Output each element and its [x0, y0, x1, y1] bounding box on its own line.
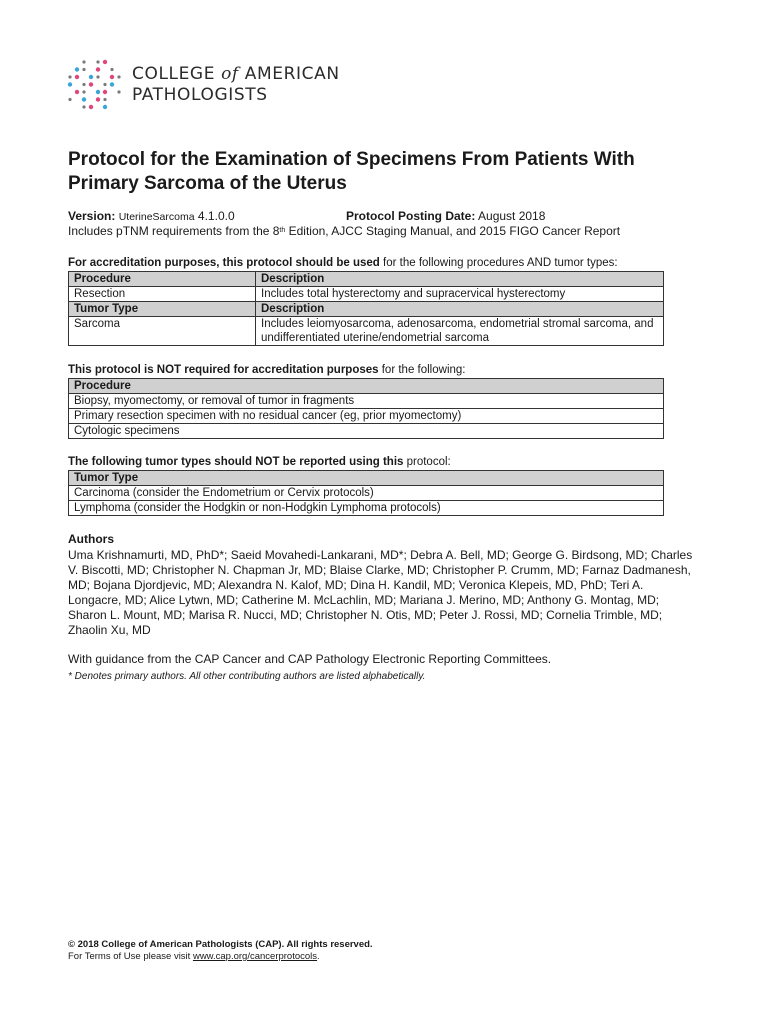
header-description: Description	[256, 272, 664, 287]
terms-text: For Terms of Use please visit	[68, 951, 193, 962]
includes-text-b: Edition, AJCC Staging Manual, and 2015 FIGO Cancer Report	[285, 224, 621, 238]
version-label: Version:	[68, 209, 116, 223]
not-required-intro-bold: This protocol is NOT required for accreditation purposes	[68, 364, 379, 376]
authors-list: Uma Krishnamurti, MD, PhD*; Saeid Movahedi-Lankarani, MD*; Debra A. Bell, MD; George G. Birdsong, MD; Charles V. Biscotti, MD; Christopher N. Chapman Jr, MD; Blaise Clarke, MD; Christopher P. Crumm, MD; Farnaz Dadmanesh, MD; Bojana Djordjevic, MD; Alexandra N. Kalof, MD; Dina H. Kandil, MD; Veronica Klepeis, MD, PhD; Teri A. Longacre, MD; Alice Lytwn, MD; Catherine M. McLachlin, MD; Mariana J. Merino, MD; Anthony G. Montag, MD; Sharon L. Mount, MD; Marisa R. Nucci, MD; Christopher N. Otis, MD; Peter J. Rossi, MD; Cornelia Trimble, MD; Zhaolin Xu, MD	[68, 548, 693, 637]
table-row: Cytologic specimens	[69, 424, 664, 439]
accreditation-intro-bold: For accreditation purposes, this protocol should be used	[68, 257, 380, 269]
accreditation-section	[68, 256, 664, 346]
authors-section	[68, 532, 700, 638]
posting-date-label: Protocol Posting Date:	[346, 209, 476, 223]
not-reported-intro-bold: The following tumor types should NOT be reported using this	[68, 456, 404, 468]
terms-end: .	[317, 951, 320, 962]
footer	[68, 939, 568, 963]
terms-link[interactable]: www.cap.org/cancerprotocols	[192, 951, 318, 962]
header-tumor-type: Tumor Type	[69, 302, 256, 317]
table-row: Lymphoma (consider the Hodgkin or non-Hodgkin Lymphoma protocols)	[69, 501, 664, 516]
includes-text-a: Includes pTNM requirements from the 8	[68, 224, 280, 238]
not-required-table	[68, 378, 664, 439]
cap-logo-dots-icon	[66, 58, 126, 114]
authors-heading: Authors	[68, 532, 114, 546]
header-description-2: Description	[256, 302, 664, 317]
primary-authors-note: * Denotes primary authors. All other contributing authors are listed alphabetically.	[68, 671, 426, 682]
logo-american: AMERICAN	[238, 64, 340, 84]
header-procedure: Procedure	[69, 272, 256, 287]
not-reported-table	[68, 470, 664, 516]
includes-superscript: th	[279, 227, 286, 234]
procedure-description: Includes total hysterectomy and supracervical hysterectomy	[256, 287, 664, 302]
guidance-text: With guidance from the CAP Cancer and CAP Pathology Electronic Reporting Committees.	[68, 652, 552, 666]
posting-date-value: August 2018	[478, 209, 546, 223]
cap-logo-text	[132, 64, 392, 106]
table-row: Biopsy, myomectomy, or removal of tumor in fragments	[69, 394, 664, 409]
accreditation-intro-rest: for the following procedures AND tumor types:	[379, 257, 618, 269]
logo-pathologists: PATHOLOGISTS	[132, 85, 268, 105]
version-value: UterineSarcoma	[118, 211, 195, 223]
table-row: Carcinoma (consider the Endometrium or Cervix protocols)	[69, 486, 664, 501]
version-number: 4.1.0.0	[197, 209, 235, 223]
table-row: Primary resection specimen with no residual cancer (eg, prior myomectomy)	[69, 409, 664, 424]
page-title: Protocol for the Examination of Specimens From Patients With Primary Sarcoma of the Uterus	[68, 149, 635, 194]
tumor-type-name: Sarcoma	[69, 317, 256, 346]
logo-of: of	[221, 64, 239, 84]
version-info	[68, 209, 708, 239]
not-reported-section	[68, 455, 664, 516]
not-required-intro-rest: for the following:	[378, 364, 466, 376]
accreditation-table	[68, 271, 664, 346]
tumor-type-description: Includes leiomyosarcoma, adenosarcoma, endometrial stromal sarcoma, and undifferentiated uterine/endometrial sarcoma	[256, 317, 664, 346]
not-required-header: Procedure	[69, 379, 664, 394]
not-reported-header: Tumor Type	[69, 471, 664, 486]
procedure-name: Resection	[69, 287, 256, 302]
copyright-text: © 2018 College of American Pathologists (CAP). All rights reserved.	[68, 939, 373, 950]
includes-line	[68, 224, 708, 239]
not-reported-intro-rest: protocol:	[403, 456, 451, 468]
logo-college: COLLEGE	[132, 64, 222, 84]
not-required-section	[68, 363, 664, 439]
